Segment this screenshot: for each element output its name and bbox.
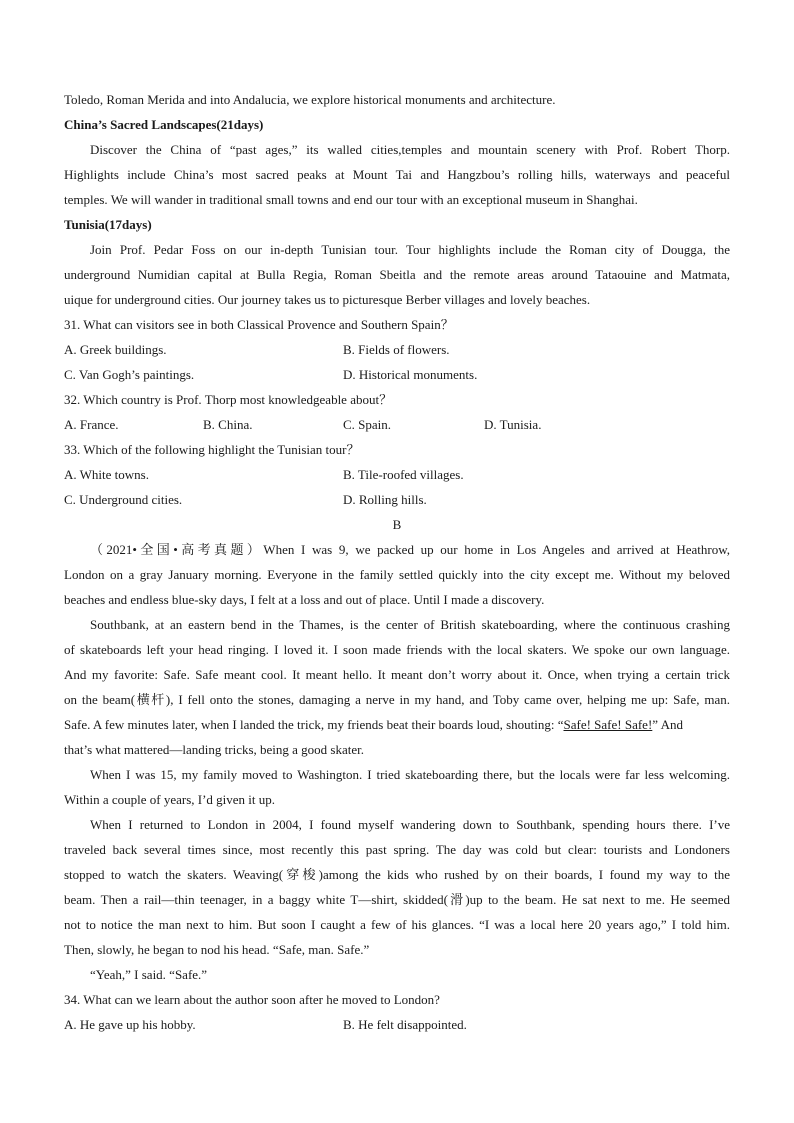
- q32-option-d: D. Tunisia.: [484, 417, 542, 432]
- tunisia-paragraph-line: underground Numidian capital at Bulla Regia, Roman Sbeitla and the remote areas around Tataouine and Matmata,: [64, 267, 730, 282]
- passage-b-line: on the beam(横杆), I fell onto the stones, damaging a nerve in my hand, and Toby came over, helping me up: Safe, man.: [64, 692, 730, 707]
- q32-option-a: A. France.: [64, 417, 119, 432]
- tunisia-heading: Tunisia(17days): [64, 217, 152, 232]
- china-heading: China’s Sacred Landscapes(21days): [64, 117, 264, 132]
- passage-b-line: Southbank, at an eastern bend in the Thames, is the center of British skateboarding, where the continuous crashing: [90, 617, 730, 632]
- passage-b-line: “Yeah,” I said. “Safe.”: [90, 967, 208, 982]
- q31-option-a: A. Greek buildings.: [64, 342, 167, 357]
- question-32-stem: 32. Which country is Prof. Thorp most knowledgeable about？: [64, 392, 393, 407]
- passage-b-line: When I returned to London in 2004, I found myself wandering down to Southbank, spending hours there. I’ve: [90, 817, 730, 832]
- q33-option-b: B. Tile-roofed villages.: [343, 467, 464, 482]
- passage-b-line: stopped to watch the skaters. Weaving(穿梭)among the kids who rushed by on their boards, I found my way to the: [64, 867, 730, 882]
- china-paragraph-line: temples. We will wander in traditional small towns and end our tour with an exceptional museum in Shanghai.: [64, 192, 638, 207]
- passage-b-line: Within a couple of years, I’d given it up.: [64, 792, 276, 807]
- china-paragraph-line: Discover the China of “past ages,” its walled cities,temples and mountain scenery with Prof. Robert Thorp.: [90, 142, 730, 157]
- q33-option-a: A. White towns.: [64, 467, 149, 482]
- section-b-heading: B: [392, 517, 402, 532]
- question-31-stem: 31. What can visitors see in both Classical Provence and Southern Spain？: [64, 317, 454, 332]
- q32-option-c: C. Spain.: [343, 417, 392, 432]
- q31-option-b: B. Fields of flowers.: [343, 342, 450, 357]
- passage-b-line: And my favorite: Safe. Safe meant cool. It meant hello. It meant don’t worry about it. Once, when trying a certain trick: [64, 667, 730, 682]
- passage-b-line: traveled back several times since, most recently this past spring. The day was cold but clear: tourists and Londoners: [64, 842, 730, 857]
- passage-a-line: Toledo, Roman Merida and into Andalucia, we explore historical monuments and architecture.: [64, 92, 556, 107]
- passage-b-line: beam. Then a rail—thin teenager, in a baggy white T—shirt, skidded(滑)up to the beam. He sat next to me. He seemed: [64, 892, 730, 907]
- q34-option-b: B. He felt disappointed.: [343, 1017, 467, 1032]
- q33-option-c: C. Underground cities.: [64, 492, 183, 507]
- passage-b-text: ” And: [652, 717, 683, 732]
- q32-option-b: B. China.: [203, 417, 253, 432]
- tunisia-paragraph-line: uique for underground cities. Our journey takes us to picturesque Berber villages and lovely beaches.: [64, 292, 591, 307]
- q34-option-a: A. He gave up his hobby.: [64, 1017, 196, 1032]
- underlined-phrase: Safe! Safe! Safe!: [563, 717, 653, 732]
- passage-b-line: When I was 15, my family moved to Washington. I tried skateboarding there, but the locals were far less welcoming.: [90, 767, 730, 782]
- china-paragraph-line: Highlights include China’s most sacred peaks at Mount Tai and Hangzbou’s rolling hills, waterways and peaceful: [64, 167, 730, 182]
- passage-b-line: not to notice the man next to him. But soon I caught a few of his glances. “I was a local here 20 years ago,” I told him.: [64, 917, 730, 932]
- q31-option-d: D. Historical monuments.: [343, 367, 478, 382]
- passage-b-line: [64, 712, 730, 737]
- q31-option-c: C. Van Gogh’s paintings.: [64, 367, 195, 382]
- passage-b-line: （2021•全国•高考真题）When I was 9, we packed up our home in Los Angeles and arrived at Heathrow,: [90, 542, 730, 557]
- passage-b-text: Safe. A few minutes later, when I landed the trick, my friends beat their boards loud, shouting: “: [64, 717, 564, 732]
- passage-b-line: London on a gray January morning. Everyone in the family settled quickly into the city except me. Without my beloved: [64, 567, 730, 582]
- tunisia-paragraph-line: Join Prof. Pedar Foss on our in-depth Tunisian tour. Tour highlights include the Roman city of Dougga, the: [90, 242, 730, 257]
- q33-option-d: D. Rolling hills.: [343, 492, 427, 507]
- question-33-stem: 33. Which of the following highlight the Tunisian tour？: [64, 442, 360, 457]
- question-34-stem: 34. What can we learn about the author soon after he moved to London?: [64, 992, 440, 1007]
- passage-b-line: Then, slowly, he began to nod his head. “Safe, man. Safe.”: [64, 942, 370, 957]
- passage-b-line: that’s what mattered—landing tricks, being a good skater.: [64, 742, 365, 757]
- passage-b-line: beaches and endless blue-sky days, I felt at a loss and out of place. Until I made a discovery.: [64, 592, 545, 607]
- passage-b-line: of skateboards left your head ringing. I loved it. I soon made friends with the local skaters. We spoke our own language.: [64, 642, 730, 657]
